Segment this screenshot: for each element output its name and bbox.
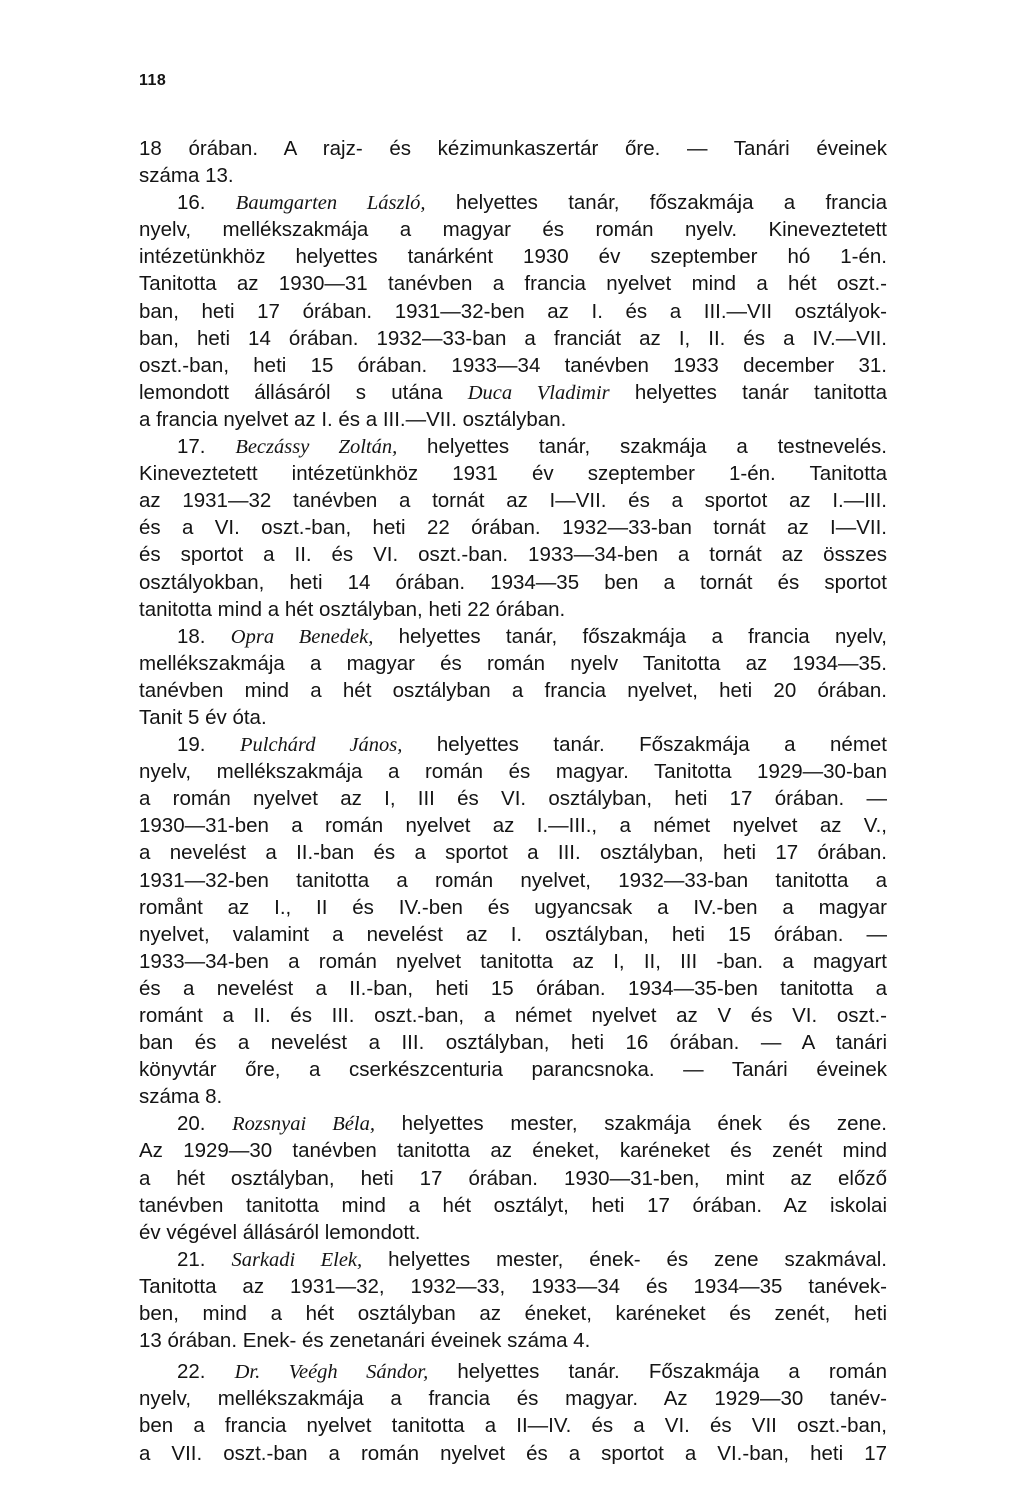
text-line [139,514,887,541]
entry-start-line [139,1246,887,1273]
entry-number: 17. [177,435,236,459]
text-line [139,948,887,975]
entry-start-line [139,1110,887,1137]
entry-number: 18. [177,624,231,648]
text-line [139,894,887,921]
text-line [139,243,887,270]
person-name: Opra Benedek, [230,625,374,648]
entry-number: 22. [177,1360,235,1384]
line-text: ben, mind a hét osztályban az éneket, karéneket és zenét, heti [139,1302,887,1326]
line-text: Tanitotta az 1930—31 tanévben a francia nyelvet mind a hét oszt.- [139,272,887,296]
line-text: lemondott állásáról s utána [139,380,468,404]
text-line [139,352,887,379]
line-text: év végével állásáról lemondott. [139,1220,421,1244]
text-line [139,921,887,948]
person-name: Rozsnyai Béla, [232,1113,375,1136]
text-line [139,569,887,596]
entry-start-line [139,1358,887,1385]
line-text: a francia nyelvet az I. és a III.—VII. osztályban. [139,407,567,431]
text-line [139,867,887,894]
text-line [139,1056,887,1083]
text-line [139,839,887,866]
line-text: és a VI. oszt.-ban, heti 22 órában. 1932—33-ban tornát az I—VII. [139,516,887,540]
text-line [139,1385,887,1412]
page-number: 118 [139,72,167,89]
line-text: osztályokban, heti 14 órában. 1934—35 ben a tornát és sportot [139,570,887,594]
text-line [139,1327,887,1354]
line-text: nyelv, mellékszakmája a magyar és román nyelv. Kineveztetett [139,218,887,242]
text-line [139,704,887,731]
person-name: Duca Vladimir [467,381,610,404]
line-text: ban, heti 14 órában. 1932—33-ban a franciát az I, II. és a IV.—VII. [139,326,887,350]
entry-number: 16. [177,191,236,215]
line-text: nyelv, mellékszakmája a román és magyar. Tanitotta 1929—30-ban [139,760,887,784]
line-text: helyettes tanár tanitotta [609,380,887,404]
line-text: helyettes tanár. Főszakmája a román [428,1360,887,1384]
text-line [139,812,887,839]
entry-number: 21. [177,1247,232,1271]
person-name: Beczássy Zoltán, [235,436,398,459]
line-text: 1931—32-ben tanitotta a román nyelvet, 1932—33-ban tanitotta a [139,868,887,892]
line-text: könyvtár őre, a cserkészcenturia parancsnoka. — Tanári éveinek [139,1058,887,1082]
line-text: Az 1929—30 tanévben tanitotta az éneket, karéneket és zenét mind [139,1139,887,1163]
line-text: 13 órában. Enek- és zenetanári éveinek száma 4. [139,1329,591,1353]
entry-number: 20. [177,1112,233,1136]
line-text: tanévben tanitotta mind a hét osztályt, heti 17 órában. Az iskolai [139,1193,887,1217]
line-text: ban és a nevelést a III. osztályban, heti 16 órában. — A tanári [139,1031,887,1055]
line-text: Kineveztetett intézetünkhöz 1931 év szeptember 1-én. Tanitotta [139,462,887,486]
text-line [139,758,887,785]
line-text: száma 13. [139,164,234,188]
text-line [139,487,887,514]
line-text: tanitotta mind a hét osztályban, heti 22 órában. [139,597,566,621]
text-line [139,1219,887,1246]
text-line [139,1192,887,1219]
line-text: a VII. oszt.-ban a román nyelvet és a sportot a VI.-ban, heti 17 [139,1441,887,1465]
text-line [139,135,887,162]
entry-start-line [139,433,887,460]
entry-start-line [139,189,887,216]
line-text: mellékszakmája a magyar és román nyelv Tanitotta az 1934—35. [139,651,887,675]
text-line [139,460,887,487]
line-text: románt a II. és III. oszt.-ban, a német nyelvet az V és VI. oszt.- [139,1004,887,1027]
person-name: Pulchárd János, [239,734,403,757]
entry-start-line [139,623,887,650]
text-line [139,1083,887,1110]
line-text: Tanit 5 év óta. [139,705,267,729]
line-text: 1933—34-ben a román nyelvet tanitotta az I, II, III -ban. a magyart [139,949,887,973]
line-text: száma 8. [139,1085,223,1109]
text-line [139,541,887,568]
line-text: és a nevelést a II.-ban, heti 15 órában. 1934—35-ben tanitotta a [139,976,887,1000]
text-line [139,1137,887,1164]
person-name: Dr. Veégh Sándor, [234,1361,429,1384]
text-line [139,1440,887,1467]
text-line [139,975,887,1002]
line-text: helyettes tanár, főszakmája a francia [425,191,887,215]
text-line [139,1002,887,1029]
line-text: helyettes mester, szakmája ének és zene. [374,1112,887,1136]
line-text: a hét osztályban, heti 17 órában. 1930—31-ben, mint az előző [139,1166,887,1190]
line-text: Tanitotta az 1931—32, 1932—33, 1933—34 és 1934—35 tanévek- [139,1274,887,1298]
person-name: Baumgarten László, [235,192,426,215]
line-text: nyelv, mellékszakmája a francia és magyar. Az 1929—30 tanév- [139,1387,887,1411]
line-text: a román nyelvet az I, III és VI. osztályban, heti 17 órában. — [139,787,887,811]
text-line [139,1165,887,1192]
line-text: tanévben mind a hét osztályban a francia nyelvet, heti 20 órában. [139,678,887,702]
line-text: és sportot a II. és VI. oszt.-ban. 1933—34-ben a tornát az összes [139,543,887,567]
line-text: az 1931—32 tanévben a tornát az I—VII. és a sportot az I.—III. [139,489,887,513]
line-text: intézetünkhöz helyettes tanárként 1930 év szeptember hó 1-én. [139,245,887,269]
text-line [139,1412,887,1439]
line-text: helyettes tanár, szakmája a testnevelés. [397,435,887,459]
person-name: Sarkadi Elek, [231,1248,363,1271]
line-text: ban, heti 17 órában. 1931—32-ben az I. és a III.—VII osztályok- [139,299,887,323]
text-line [139,677,887,704]
text-line [139,1029,887,1056]
line-text: helyettes tanár. Főszakmája a német [402,733,887,757]
text-line [139,785,887,812]
text-line [139,325,887,352]
text-line [139,162,887,189]
text-line [139,406,887,433]
entry-start-line [139,731,887,758]
entry-start-line [139,379,887,406]
line-text: 18 órában. A rajz- és kézimunkaszertár őre. — Tanári éveinek [139,137,887,160]
text-line [139,1300,887,1327]
line-text: romånt az I., II és IV.-ben és ugyancsak a IV.-ben a magyar [139,895,887,919]
line-text: 1930—31-ben a román nyelvet az I.—III., a német nyelvet az V., [139,814,887,838]
line-text: a nevelést a II.-ban és a sportot a III. osztályban, heti 17 órában. [139,841,887,865]
body-text [139,135,887,1467]
text-line [139,298,887,325]
line-text: nyelvet, valamint a nevelést az I. osztályban, heti 15 órában. — [139,922,887,946]
line-text: ben a francia nyelvet tanitotta a II—IV. és a VI. és VII oszt.-ban, [139,1414,887,1438]
line-text: helyettes tanár, főszakmája a francia nyelv, [373,624,887,648]
line-text: oszt.-ban, heti 15 órában. 1933—34 tanévben 1933 december 31. [139,353,887,377]
entry-number: 19. [177,733,240,757]
text-line [139,596,887,623]
line-text: helyettes mester, ének- és zene szakmával. [362,1247,887,1271]
text-line [139,650,887,677]
text-line [139,270,887,297]
text-line [139,1273,887,1300]
text-line [139,216,887,243]
